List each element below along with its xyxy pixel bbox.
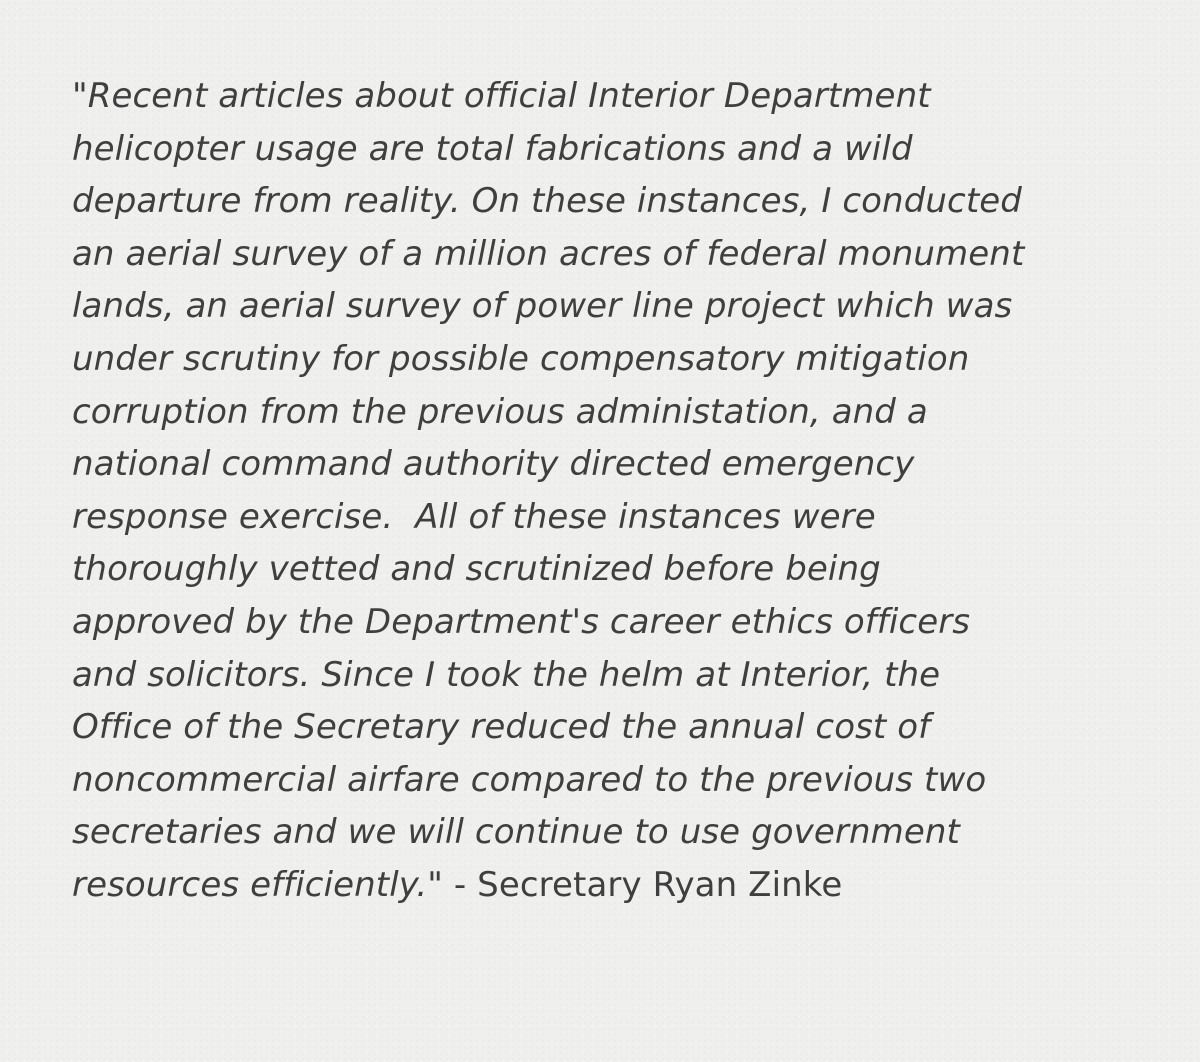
attribution: - Secretary Ryan Zinke — [443, 864, 843, 905]
statement-line: Office of the Secretary reduced the annual cost of — [72, 707, 931, 748]
statement-line: and solicitors. Since I took the helm at Interior, the — [72, 654, 941, 695]
statement-line: thoroughly vetted and scrutinized before being — [72, 549, 881, 590]
statement-line: secretaries and we will continue to use government — [72, 812, 960, 853]
statement-line: corruption from the previous administation, and a — [72, 391, 928, 432]
statement-line: "Recent articles about official Interior Department — [72, 76, 931, 116]
statement-line: lands, an aerial survey of power line project which was — [72, 286, 1013, 327]
statement-line: helicopter usage are total fabrications and a wild — [72, 128, 913, 169]
statement-line: response exercise. All of these instances were — [72, 496, 876, 537]
statement-text — [72, 70, 1172, 912]
statement-line: noncommercial airfare compared to the previous two — [72, 759, 987, 800]
statement-line: approved by the Department's career ethics officers — [72, 601, 971, 642]
statement-line: departure from reality. On these instances, I conducted — [72, 181, 1022, 222]
statement-line: under scrutiny for possible compensatory mitigation — [72, 338, 970, 379]
statement-line: an aerial survey of a million acres of federal monument — [72, 233, 1025, 274]
statement-line: national command authority directed emergency — [72, 444, 915, 485]
statement-line: resources efficiently." - Secretary Ryan Zinke — [72, 864, 843, 905]
